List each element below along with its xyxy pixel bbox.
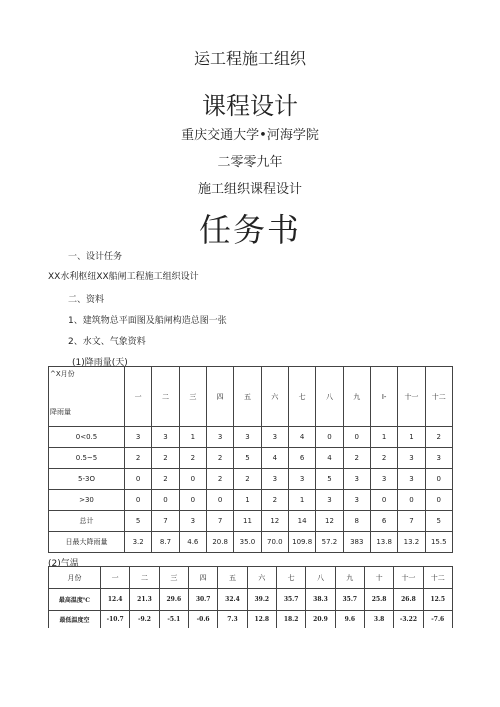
table-cell: 12.8 [247,611,276,629]
table-cell: 5 [425,511,452,532]
table-cell: 3 [370,469,397,490]
month-header-cell: 五 [234,367,261,427]
table-cell: -0.6 [188,611,217,629]
table-cell: 20.8 [206,532,233,553]
table-cell: 0 [316,427,343,448]
table-cell: 13.2 [398,532,425,553]
corner-month-label: ^X月份 [50,370,75,378]
table-cell: 5 [316,469,343,490]
month-header-cell: 二 [130,567,159,589]
temperature-table [48,566,453,628]
table-corner-cell [49,367,125,427]
table-row [49,532,453,553]
table-cell: 3 [125,427,152,448]
section-materials: 二、资料 [68,295,105,305]
table-cell: 6 [288,448,315,469]
table-cell: 38.3 [306,589,335,611]
table-cell: 1 [398,427,425,448]
month-header-cell: I- [370,367,397,427]
table-row [49,469,453,490]
table-cell: 3 [261,427,288,448]
table-cell: 3 [316,490,343,511]
table-cell: 0 [179,469,206,490]
row-label-cell: >30 [49,490,125,511]
table-cell: 2 [152,469,179,490]
table-cell: 4 [316,448,343,469]
table-cell: 12 [316,511,343,532]
table-cell: 3 [179,511,206,532]
table-cell: 1 [288,490,315,511]
table-cell: 0 [343,427,370,448]
table-cell: 0 [179,490,206,511]
month-header-cell: 一 [101,567,130,589]
table-cell: 12 [261,511,288,532]
table-cell: 14 [288,511,315,532]
month-header-cell: 十一 [394,567,423,589]
table-cell: 35.7 [335,589,364,611]
table-cell: 383 [343,532,370,553]
table-cell: -9.2 [130,611,159,629]
row-label-cell: 5-3O [49,469,125,490]
table-row [49,427,453,448]
table-row [49,611,453,629]
table-cell: 4 [288,427,315,448]
table-cell: 4 [261,448,288,469]
month-header-cell: 九 [343,367,370,427]
month-header-cell: 三 [159,567,188,589]
table-row [49,511,453,532]
table-cell: 3 [425,448,452,469]
university-name: 重庆交通大学•河海学院 [181,128,319,143]
table-cell: 3 [343,490,370,511]
table-cell: 7 [152,511,179,532]
table-cell: 12.5 [423,589,452,611]
table-row [49,589,453,611]
table-cell: 3.2 [125,532,152,553]
table-cell: 25.8 [364,589,393,611]
table-cell: 3 [152,427,179,448]
table-cell: 26.8 [394,589,423,611]
row-label-cell: 0.5~5 [49,448,125,469]
table-cell: 12.4 [101,589,130,611]
material-item-1: 1、建筑物总平面图及船闸构造总图一张 [68,316,227,326]
table-cell: 3 [288,469,315,490]
table-cell: 57.2 [316,532,343,553]
table-cell: 0 [206,490,233,511]
table-cell: 2 [179,448,206,469]
month-header-cell: 八 [316,367,343,427]
table-row [49,490,453,511]
subtitle: 施工组织课程设计 [197,182,302,197]
table-cell: 18.2 [276,611,305,629]
table-cell: 109.8 [288,532,315,553]
table-cell: 2 [234,469,261,490]
month-header-cell: 四 [206,367,233,427]
table-cell: 0 [398,490,425,511]
table-cell: 8.7 [152,532,179,553]
table-cell: 6 [370,511,397,532]
table-cell: 4.6 [179,532,206,553]
row-label-cell: 最低温度空 [49,611,101,629]
table-cell: -10.7 [101,611,130,629]
course-design-heading: 课程设计 [202,92,298,120]
row-label-cell: 最高温度℃ [49,589,101,611]
table-cell: 2 [261,490,288,511]
table-cell: 3 [398,448,425,469]
table-cell: -7.6 [423,611,452,629]
material-item-2: 2、水文、气象资料 [68,337,146,347]
year: 二零零九年 [217,155,283,170]
section-design-task: 一、设计任务 [68,252,123,262]
table-cell: 13.8 [370,532,397,553]
month-header-cell: 四 [188,567,217,589]
rain-table-caption: (1)降雨量(天) [72,358,128,368]
month-header-cell: 十一 [398,367,425,427]
table-cell: -3.22 [394,611,423,629]
table-cell: 9.6 [335,611,364,629]
table-cell: 29.6 [159,589,188,611]
table-cell: 1 [234,490,261,511]
table-cell: 2 [125,448,152,469]
table-cell: 7 [398,511,425,532]
month-header-cell: 八 [306,567,335,589]
table-cell: 2 [343,448,370,469]
design-task-text: XX水利枢纽XX船闸工程施工组织设计 [48,272,199,282]
table-cell: 3 [234,427,261,448]
table-cell: 0 [125,469,152,490]
table-cell: 5 [234,448,261,469]
table-row [49,448,453,469]
table-cell: 15.5 [425,532,452,553]
table-cell: 0 [425,469,452,490]
month-label-cell: 月份 [49,567,101,589]
table-cell: 8 [343,511,370,532]
table-cell: 1 [179,427,206,448]
table-cell: 2 [206,469,233,490]
table-cell: -5.1 [159,611,188,629]
row-label-cell: 日最大降雨量 [49,532,125,553]
table-cell: 0 [152,490,179,511]
month-header-cell: 七 [288,367,315,427]
table-cell: 39.2 [247,589,276,611]
table-cell: 1 [370,427,397,448]
table-cell: 20.9 [306,611,335,629]
table-header-row [49,367,453,427]
table-header-row [49,567,453,589]
rainfall-table [48,366,453,553]
course-title: 运工程施工组织 [193,49,306,68]
month-header-cell: 九 [335,567,364,589]
table-cell: 3 [343,469,370,490]
table-cell: 0 [425,490,452,511]
table-cell: 3.8 [364,611,393,629]
table-cell: 5 [125,511,152,532]
month-header-cell: 七 [276,567,305,589]
table-cell: 35.0 [234,532,261,553]
temp-table-caption: (2)气温 [48,559,79,569]
month-header-cell: 六 [261,367,288,427]
table-cell: 32.4 [218,589,247,611]
month-header-cell: 五 [218,567,247,589]
table-cell: 2 [152,448,179,469]
table-cell: 21.3 [130,589,159,611]
table-cell: 2 [370,448,397,469]
table-cell: 70.0 [261,532,288,553]
table-cell: 2 [206,448,233,469]
table-cell: 3 [398,469,425,490]
table-cell: 7 [206,511,233,532]
month-header-cell: 十二 [425,367,452,427]
table-cell: 2 [425,427,452,448]
row-label-cell: 总计 [49,511,125,532]
table-cell: 3 [261,469,288,490]
table-cell: 3 [206,427,233,448]
month-header-cell: 十二 [423,567,452,589]
corner-rain-label: 降雨量 [50,408,71,416]
table-cell: 7.3 [218,611,247,629]
month-header-cell: 三 [179,367,206,427]
task-book-heading: 任务书 [198,211,301,249]
table-cell: 0 [370,490,397,511]
month-header-cell: 一 [125,367,152,427]
row-label-cell: 0<0.5 [49,427,125,448]
table-cell: 30.7 [188,589,217,611]
month-header-cell: 二 [152,367,179,427]
table-cell: 35.7 [276,589,305,611]
table-cell: 11 [234,511,261,532]
month-header-cell: 六 [247,567,276,589]
month-header-cell: 十 [364,567,393,589]
table-cell: 0 [125,490,152,511]
